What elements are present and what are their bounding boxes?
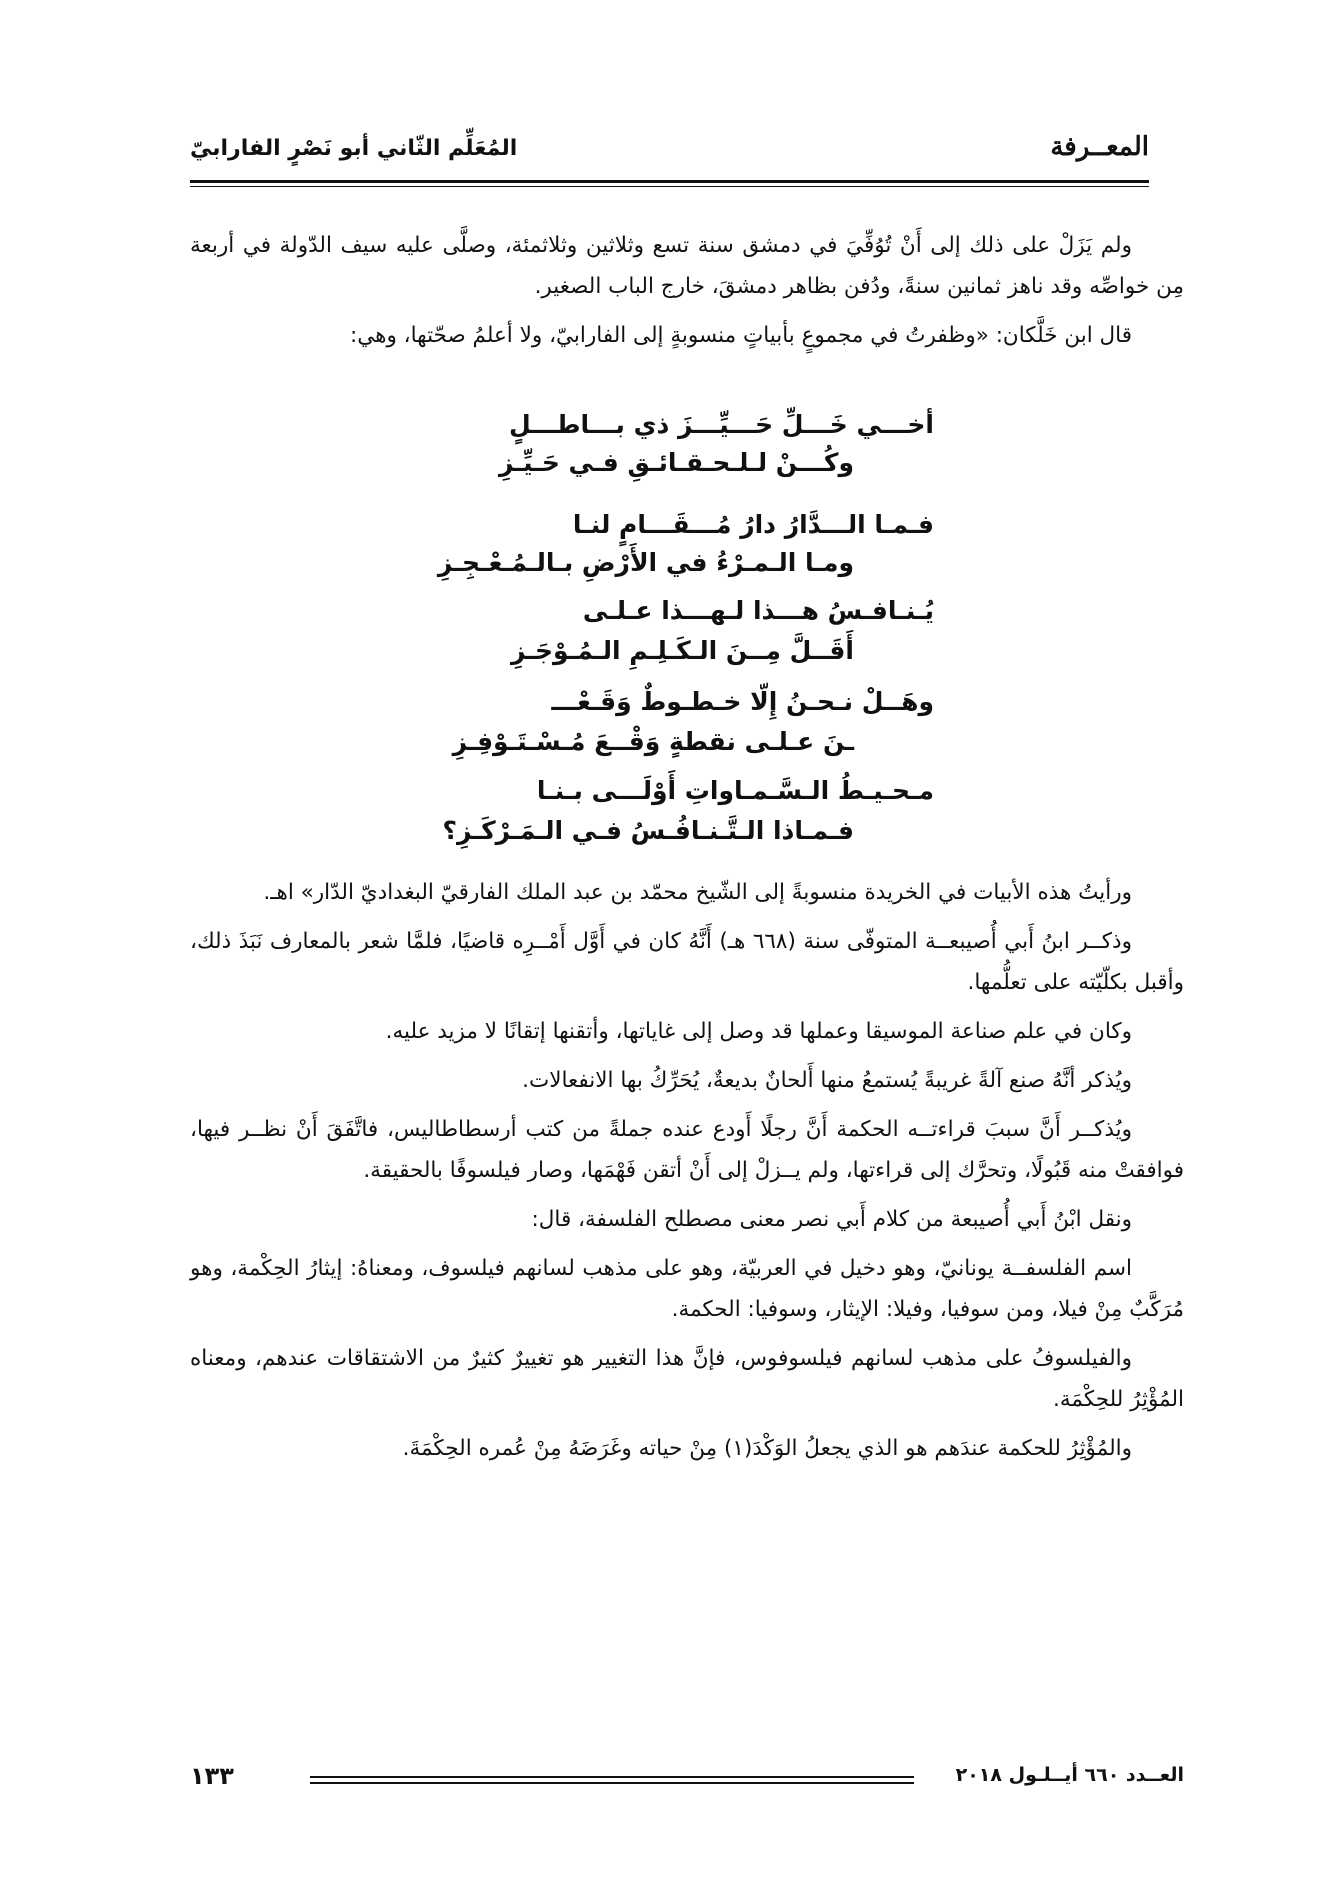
paragraph: ويُذكر أنَّهُ صنع آلةً غريبةً يُستمعُ منها أَلحانٌ بديعةٌ، يُحَرِّكُ بها الانفعالات. — [522, 1068, 1132, 1093]
poem-hemistich: مـحـيـطُ الـسَّـمـاواتِ أَوْلَـــى بـنـا — [536, 776, 934, 805]
page-number: ١٣٣ — [190, 1762, 234, 1790]
paragraph: وذكــر ابنُ أَبي أُصيبعــة المتوفّى سنة (٦٦٨ هـ) أَنَّهُ كان في أَوَّل أَمْــرِه قاضيًا، فلمَّا شعر بالمعارف نَبَذَ ذلك، وأقبل بكلّيّته على تعلُّمها. — [190, 929, 1184, 995]
footer-rule — [310, 1776, 914, 1778]
poem-hemistich: أخـــي خَـــلِّ حَـــيِّـــزَ ذي بـــاطـــلٍ — [509, 410, 934, 439]
header-rule-thin — [190, 186, 1149, 187]
paragraph: قال ابن خَلَّكان: «وظفرتُ في مجموعٍ بأبياتٍ منسوبةٍ إلى الفارابيّ، ولا أعلمُ صحّتها، وهي: — [349, 323, 1132, 348]
poem-hemistich: ـنَ عـلـى نقطةٍ وَقْــعَ مُـسْـتَـوْفِـزِ — [452, 727, 854, 756]
poem-hemistich: وكُـــنْ لـلـحـقـائـقِ فـي حَـيِّـزِ — [498, 448, 854, 477]
poem-hemistich: فـمـا الـــدَّارُ دارُ مُـــقَـــامٍ لنـا — [572, 510, 934, 539]
paragraph: والمُؤْثِرُ للحكمة عندَهم هو الذي يجعلُ الوَكْدَ(١) مِنْ حياته وغَرَضَهُ مِنْ عُمره الحِكْمَةَ. — [402, 1436, 1132, 1461]
paragraph: ورأيتُ هذه الأبيات في الخريدة منسوبةً إلى الشّيخ محمّد بن عبد الملك الفارقيّ البغداديّ الدّار» اهـ. — [263, 880, 1132, 905]
poem-hemistich: يُـنـافـسُ هـــذا لـهـــذا عـلـى — [582, 596, 934, 625]
poem-hemistich: فـمـاذا الـتَّـنـافُـسُ فـي الـمَـرْكَـزِ؟ — [442, 816, 854, 845]
paragraph: ولم يَزَلْ على ذلك إلى أَنْ تُوُفِّيَ في دمشق سنة تسع وثلاثين وثلاثمئة، وصلَّى عليه سيف الدّولة في أربعة مِن خواصِّه وقد ناهز ثمانين سنةً، ودُفن بظاهر دمشقَ، خارج الباب الصغير. — [190, 233, 1184, 299]
paragraph: اسم الفلسفــة يونانيّ، وهو دخيل في العربيّة، وهو على مذهب لسانهم فيلسوف، ومعناهُ: إيثارُ الحِكْمة، وهو مُرَكَّبٌ مِنْ فيلا، ومن سوفيا، وفيلا: الإيثار، وسوفيا: الحكمة. — [190, 1256, 1184, 1322]
journal-logo: المعــرفة — [1050, 132, 1149, 162]
paragraph: ونقل ابْنُ أَبي أُصيبعة من كلام أَبي نصر معنى مصطلح الفلسفة، قال: — [531, 1207, 1132, 1232]
paragraph: والفيلسوفُ على مذهب لسانهم فيلسوفوس، فإنَّ هذا التغيير هو تغييرٌ كثيرٌ من الاشتقاقات عندهم، ومعناه المُؤْثِرُ للحِكْمَة. — [190, 1346, 1184, 1412]
footer-rule — [310, 1782, 914, 1784]
paragraph: ويُذكــر أَنَّ سببَ قراءتــه الحكمة أَنَّ رجلًا أَودع عنده جملةً من كتب أرسطاطاليس، فاتَّفَقَ أَنْ نظــر فيها، فوافقتْ منه قَبُولًا، وتحرَّك إلى قراءتها، ولم يــزلْ إلى أَنْ أتقن فَهْمَها، وصار فيلسوفًا بالحقيقة. — [190, 1117, 1184, 1183]
body-text-bottom — [190, 872, 1184, 1477]
page-header — [190, 128, 1149, 176]
poem-hemistich: وهَــلْ نـحـنُ إِلّا خـطـوطٌ وَقَـعْـــ — [551, 687, 934, 716]
issue-info: العــدد ٦٦٠ أيــلـول ٢٠١٨ — [955, 1764, 1184, 1786]
poem-hemistich: ومـا الـمـرْءُ في الأَرْضِ بـالـمُـعْـجِـزِ — [437, 548, 854, 577]
body-text-top — [190, 225, 1184, 364]
running-title: المُعَلِّم الثّاني أبو نَصْرٍ الفارابيّ — [190, 136, 518, 161]
header-rule — [190, 180, 1149, 183]
poem-hemistich: أَقَــلَّ مِــنَ الـكَـلِـمِ الـمُـوْجَـزِ — [510, 636, 854, 665]
paragraph: وكان في علم صناعة الموسيقا وعملها قد وصل إلى غاياتها، وأتقنها إتقانًا لا مزيد عليه. — [385, 1019, 1132, 1044]
page-footer — [190, 1762, 1184, 1802]
